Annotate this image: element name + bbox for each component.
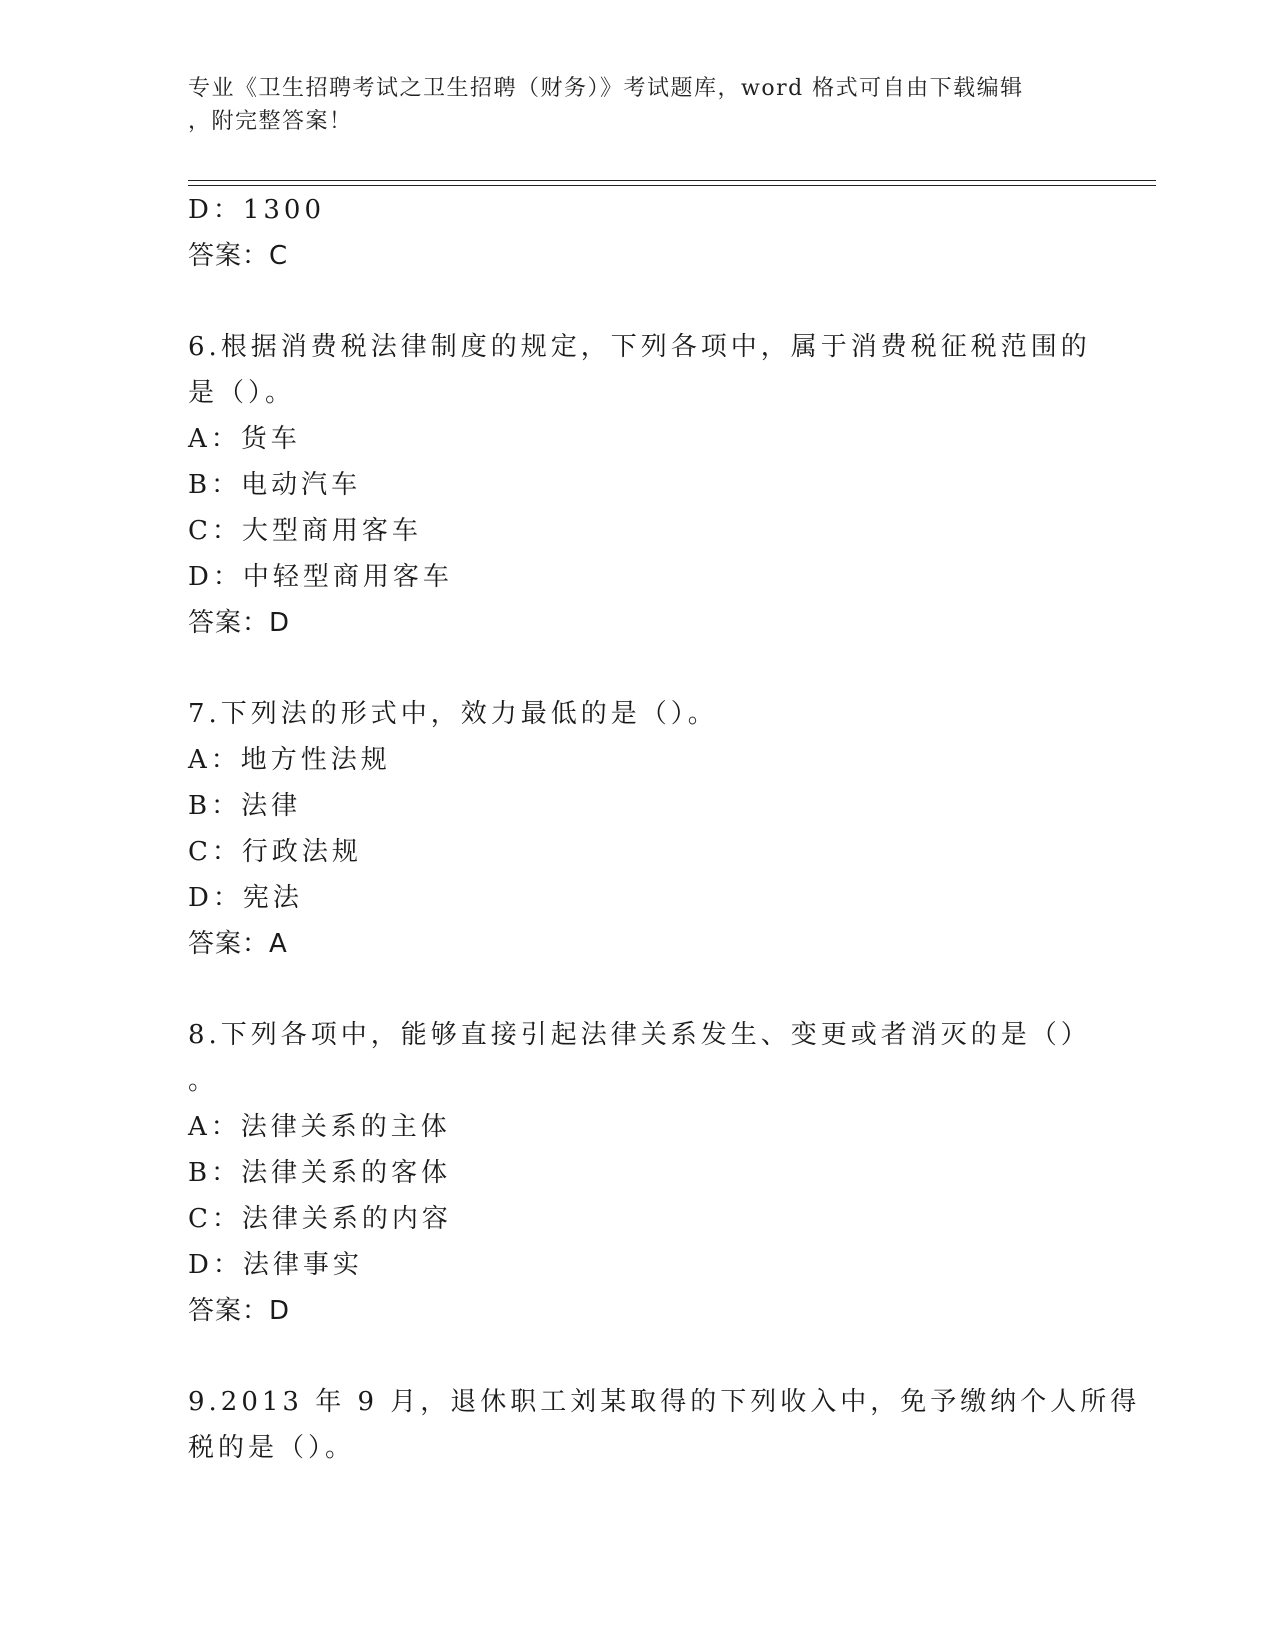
option-b: B：法律 — [188, 791, 302, 821]
option-c: C：大型商用客车 — [188, 516, 422, 546]
answer-line: 答案：C — [188, 241, 289, 271]
question-stem-line: 。 — [188, 1066, 219, 1096]
question-stem-line: 税的是（）。 — [188, 1433, 356, 1463]
question-stem-line: 是（）。 — [188, 378, 296, 408]
spacer — [188, 967, 1088, 1012]
header-title-line-1: 专业《卫生招聘考试之卫生招聘（财务）》考试题库，word 格式可自由下载编辑 — [188, 76, 1024, 101]
option-b: B：法律关系的客体 — [188, 1158, 452, 1188]
option-d: D：1300 — [188, 195, 326, 225]
option-d: D：宪法 — [188, 883, 303, 913]
spacer — [188, 1334, 1088, 1379]
spacer — [188, 279, 1088, 324]
answer-line: 答案：A — [188, 929, 288, 959]
option-b: B：电动汽车 — [188, 470, 362, 500]
question-5-tail — [188, 187, 1088, 279]
question-stem-line: 8.下列各项中，能够直接引起法律关系发生、变更或者消灭的是（） — [188, 1020, 1091, 1050]
question-6 — [188, 324, 1091, 646]
option-c: C：法律关系的内容 — [188, 1204, 452, 1234]
question-stem-line: 7.下列法的形式中，效力最低的是（）。 — [188, 699, 718, 729]
document-header — [188, 72, 1068, 138]
option-a: A：法律关系的主体 — [188, 1112, 451, 1142]
question-9 — [188, 1379, 1141, 1471]
option-d: D：法律事实 — [188, 1250, 363, 1280]
question-stem-line: 9.2013 年 9 月，退休职工刘某取得的下列收入中，免予缴纳个人所得 — [188, 1387, 1141, 1417]
option-c: C：行政法规 — [188, 837, 362, 867]
option-a: A：地方性法规 — [188, 745, 391, 775]
header-title-line-2: ，附完整答案！ — [188, 109, 353, 134]
option-a: A：货车 — [188, 424, 301, 454]
question-7 — [188, 691, 1088, 967]
question-list — [188, 187, 1141, 1471]
option-d: D：中轻型商用客车 — [188, 562, 453, 592]
header-divider-bottom — [188, 185, 1156, 186]
answer-line: 答案：D — [188, 1296, 291, 1326]
question-stem-line: 6.根据消费税法律制度的规定，下列各项中，属于消费税征税范围的 — [188, 332, 1091, 362]
spacer — [188, 646, 1088, 691]
question-8 — [188, 1012, 1091, 1334]
header-divider-top — [188, 180, 1156, 181]
answer-line: 答案：D — [188, 608, 291, 638]
